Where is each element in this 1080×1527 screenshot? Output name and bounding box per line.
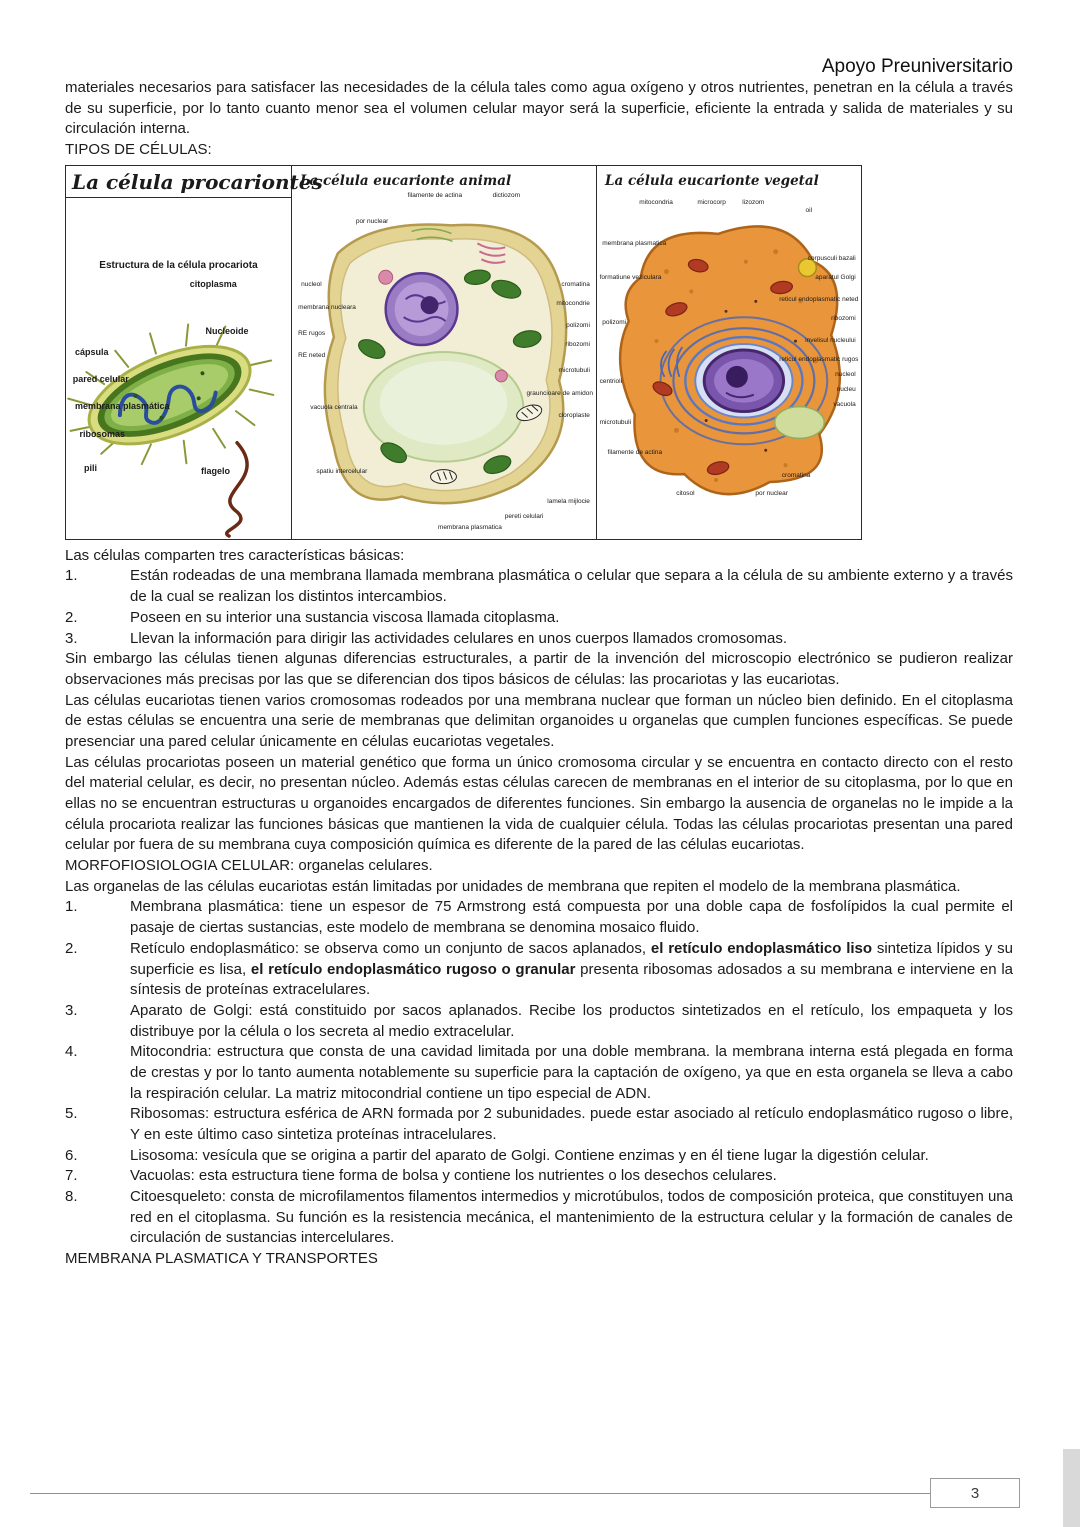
page-header — [65, 0, 1013, 78]
organelle-item-7 — [65, 1166, 1013, 1187]
diagram-label: nucleol — [301, 281, 322, 289]
diagram-label: membrana plasmatica — [437, 523, 502, 531]
eukaryotes-paragraph: Las células eucariotas tienen varios cromosomas rodeados por una membrana nuclear que forman un núcleo bien definido. En el citoplasma de estas células se encuentra una serie de membranas que delimitan organoides u organelas que cumplen funciones específicas. Se puede presenciar una pared celular únicamente en células eucariotas vegetales. — [65, 691, 1013, 750]
diagram-label: filamente de actina — [407, 191, 463, 199]
shared-intro: Las células comparten tres características básicas: — [65, 546, 405, 564]
item-number: 7. — [65, 1167, 78, 1185]
page-content — [65, 0, 1013, 1270]
diagram-label: RE rugos — [298, 329, 326, 337]
organelle-item-6 — [65, 1146, 1013, 1167]
diagram-label: flagelo — [201, 466, 231, 477]
item-text: Aparato de Golgi: está constituido por sacos aplanados. Recibe los productos sintetizados en el retículo, los empaqueta y los distribuye por la célula o los secreta al medio extracelular. — [130, 1001, 1013, 1040]
item-text-part: sintetiza lípidos y su superficie es lisa, — [130, 939, 1013, 978]
prokaryotes-paragraph: Las células procariotas poseen un material genético que forma un único cromosoma circular y se encuentra en contacto directo con el resto del material celular, es decir, no presentan núcleo. Además estas células carecen de membranas en el interior de su citoplasma, por lo que en ellas no se encuentran estructuras u organoides encargados de diferentes funciones. Sin embargo la ausencia de organelas no le impide a la célula procariota realizar las funciones básicas que mantienen la vida de cualquier célula. Todas las células procariotas presentan una pared celular por fuera de su membrana cuya composición química es diferente de la pared de las células eucariotas. — [65, 753, 1013, 854]
diagram-label: vacuola centrala — [310, 404, 358, 412]
diagram-label: por nuclear — [755, 490, 788, 498]
prokaryote-cell-illustration — [66, 284, 291, 539]
diagram-label: citoplasma — [189, 278, 237, 289]
diagram-label: invelisul nucleului — [805, 337, 856, 345]
diagram-label: por nuclear — [355, 217, 389, 225]
membrane-transports-heading: MEMBRANA PLASMATICA Y TRANSPORTES — [65, 1250, 378, 1268]
footer-rule — [30, 1493, 930, 1494]
item-text: Vacuolas: esta estructura tiene forma de bolsa y contiene los nutrientes o los desechos celulares. — [130, 1167, 777, 1185]
diagram-label: corpusculi bazali — [807, 255, 856, 263]
organelles-intro: Las organelas de las células eucariotas están limitadas por unidades de membrana que repiten el modelo de la membrana plasmática. — [65, 877, 961, 895]
plant-column — [597, 166, 861, 539]
diagram-label: polizomi — [566, 322, 590, 330]
item-text-part: Retículo endoplasmático: se observa como un conjunto de sacos aplanados, — [130, 939, 651, 957]
item-number: 8. — [65, 1188, 78, 1206]
plant-cell-illustration — [597, 166, 861, 539]
diagram-label: filamente de actina — [607, 449, 663, 457]
diagram-label: vacuola — [833, 400, 856, 408]
diagram-label: mitocondria — [639, 199, 673, 207]
diagram-label: formatiune veziculara — [599, 273, 662, 281]
diagram-label: pereti celulari — [504, 512, 544, 520]
diagram-label: reticul endoplasmatic neted — [779, 296, 859, 304]
organelle-item-4 — [65, 1042, 1013, 1104]
diagram-label: membrana nucleara — [298, 303, 356, 311]
diagram-label: mitocondrie — [556, 300, 590, 308]
item-text: Membrana plasmática: tiene un espesor de 75 Armstrong está compuesta por una doble capa de fosfolípidos la cual permite el pasaje de ciertas sustancias, este modelo de membrana se denomina mosaico fluido. — [130, 898, 1013, 937]
diagram-label: spatiu intercelular — [316, 467, 368, 475]
diagram-label: ribozomi — [831, 314, 856, 322]
diagram-label: grauncioare de amidon — [526, 389, 593, 397]
item-text-bold: el retículo endoplasmático liso — [650, 939, 873, 957]
diagram-label: cromatina — [561, 281, 590, 289]
organelle-item-3 — [65, 1001, 1013, 1042]
diagram-label: microcorp — [697, 199, 726, 207]
plant-title: La célula eucarionte vegetal — [605, 172, 819, 189]
diagram-label: microtubuli — [599, 419, 632, 427]
organelle-item-1 — [65, 897, 1013, 938]
organelle-item-8 — [65, 1187, 1013, 1249]
plant-diagram — [597, 166, 861, 539]
shared-item-2 — [65, 608, 1013, 629]
diagram-label: nucleol — [835, 370, 856, 378]
diagram-label: centrioli — [599, 378, 623, 386]
diagram-label: polizomi — [602, 318, 627, 326]
diagram-label: citosol — [676, 490, 695, 498]
item-text: Mitocondria: estructura que consta de una cavidad limitada por una doble membrana. la membrana interna está plegada en forma de crestas y por lo tanto aumenta notablemente su superficie para la captación de oxígeno, ya que en esta organela se lleva a cabo la respiración celular. La matriz mitocondrial contiene un tipo especial de ADN. — [130, 1043, 1013, 1102]
item-text: Llevan la información para dirigir las actividades celulares en unos cuerpos llamados cromosomas. — [130, 629, 787, 647]
diagram-label: aparatul Golgi — [815, 273, 856, 281]
item-number: 2. — [65, 608, 78, 626]
diagram-label: reticul endoplasmatic rugos — [779, 355, 859, 363]
diagram-label: cápsula — [75, 346, 109, 357]
prokaryote-diagram — [66, 198, 291, 539]
differences-paragraph: Sin embargo las células tienen algunas diferencias estructurales, a partir de la invención del microscopio electrónico se pudieron realizar observaciones más precisas por las que se diferencian dos tipos básicos de células: las procariotas y las eucariotas. — [65, 650, 1013, 688]
item-number: 1. — [65, 898, 78, 916]
animal-column — [292, 166, 597, 539]
diagram-label: membrana plasmatica — [602, 240, 667, 248]
course-title: Apoyo Preuniversitario — [821, 56, 1013, 77]
prokaryote-subtitle: Estructura de la célula procariota — [99, 259, 258, 271]
item-number: 3. — [65, 629, 78, 647]
diagram-label: pared celular — [72, 374, 129, 385]
item-text: Ribosomas: estructura esférica de ARN formada por 2 subunidades. puede estar asociado al retículo endoplasmático rugoso o libre, Y en este último caso sintetiza proteínas intracelulares. — [130, 1105, 1013, 1143]
page-edge-strip — [1063, 1449, 1080, 1527]
animal-cell-illustration — [292, 166, 596, 539]
item-text: Están rodeadas de una membrana llamada membrana plasmática o celular que separa a la célula de su ambiente externo y a través de la cual se realizan los distintos intercambios. — [130, 567, 1013, 606]
item-text — [130, 939, 1013, 1001]
organelle-item-5 — [65, 1104, 1013, 1145]
item-text-part: presenta ribosomas adosados a su membrana e interviene en la síntesis de proteínas extracelulares. — [130, 960, 1013, 999]
item-text-bold: el retículo endoplasmático rugoso o granular — [250, 960, 576, 978]
item-text: Citoesqueleto: consta de microfilamentos filamentos intermedios y microtúbulos, todos de composición proteica, que constituyen una red en el citoplasma. Su función es la resistencia mecánica, el mantenimiento de la estructura celular y la formación de canales de circulación de sustancias intercelulares. — [130, 1188, 1013, 1247]
animal-title: La célula eucarionte animal — [300, 172, 512, 189]
animal-diagram — [292, 166, 596, 539]
shared-item-1 — [65, 566, 1013, 607]
diagram-label: RE neted — [298, 352, 326, 360]
diagram-label: ribosomas — [79, 428, 126, 439]
diagram-label: pili — [84, 462, 97, 473]
item-number: 2. — [65, 939, 78, 957]
diagram-label: ribozomi — [565, 341, 590, 349]
diagram-label: lizozom — [742, 199, 765, 207]
item-number: 6. — [65, 1146, 78, 1164]
diagram-label: nucleu — [836, 385, 856, 393]
shared-item-3 — [65, 629, 1013, 650]
diagram-label: oil — [805, 206, 813, 214]
intro-paragraph: materiales necesarios para satisfacer las necesidades de la célula tales como agua oxígeno y otros nutrientes, penetran en la célula a través de su superficie, por lo tanto cuanto menor sea el volumen celular mayor será la superficie, eficiente la entrada y salida de materiales y su circulación interna. — [65, 79, 1013, 138]
diagram-label: membrana plasmática — [75, 401, 170, 412]
item-text: Poseen en su interior una sustancia viscosa llamada citoplasma. — [130, 608, 560, 626]
morphophysiology-heading: MORFOFIOSIOLOGIA CELULAR: organelas celulares. — [65, 857, 433, 875]
prokaryote-title: La célula procariontes — [66, 166, 291, 198]
item-number: 4. — [65, 1043, 78, 1061]
item-number: 5. — [65, 1105, 78, 1123]
item-number: 1. — [65, 567, 78, 585]
diagram-label: microtubuli — [558, 367, 590, 375]
item-number: 3. — [65, 1001, 78, 1019]
item-text: Lisosoma: vesícula que se origina a partir del aparato de Golgi. Contiene enzimas y en él tiene lugar la digestión celular. — [130, 1146, 929, 1164]
diagram-label: Nucleoide — [205, 326, 249, 337]
cell-types-heading: TIPOS DE CÉLULAS: — [65, 141, 212, 159]
cell-types-figure — [65, 165, 862, 540]
diagram-label: cromatina — [781, 471, 811, 479]
diagram-label: dictiozom — [492, 191, 521, 199]
page-number: 3 — [970, 1484, 980, 1502]
diagram-label: cloroplaste — [558, 411, 590, 419]
page-number-box — [930, 1478, 1020, 1508]
organelle-item-2 — [65, 939, 1013, 1001]
diagram-label: lamela mijlocie — [547, 497, 590, 505]
